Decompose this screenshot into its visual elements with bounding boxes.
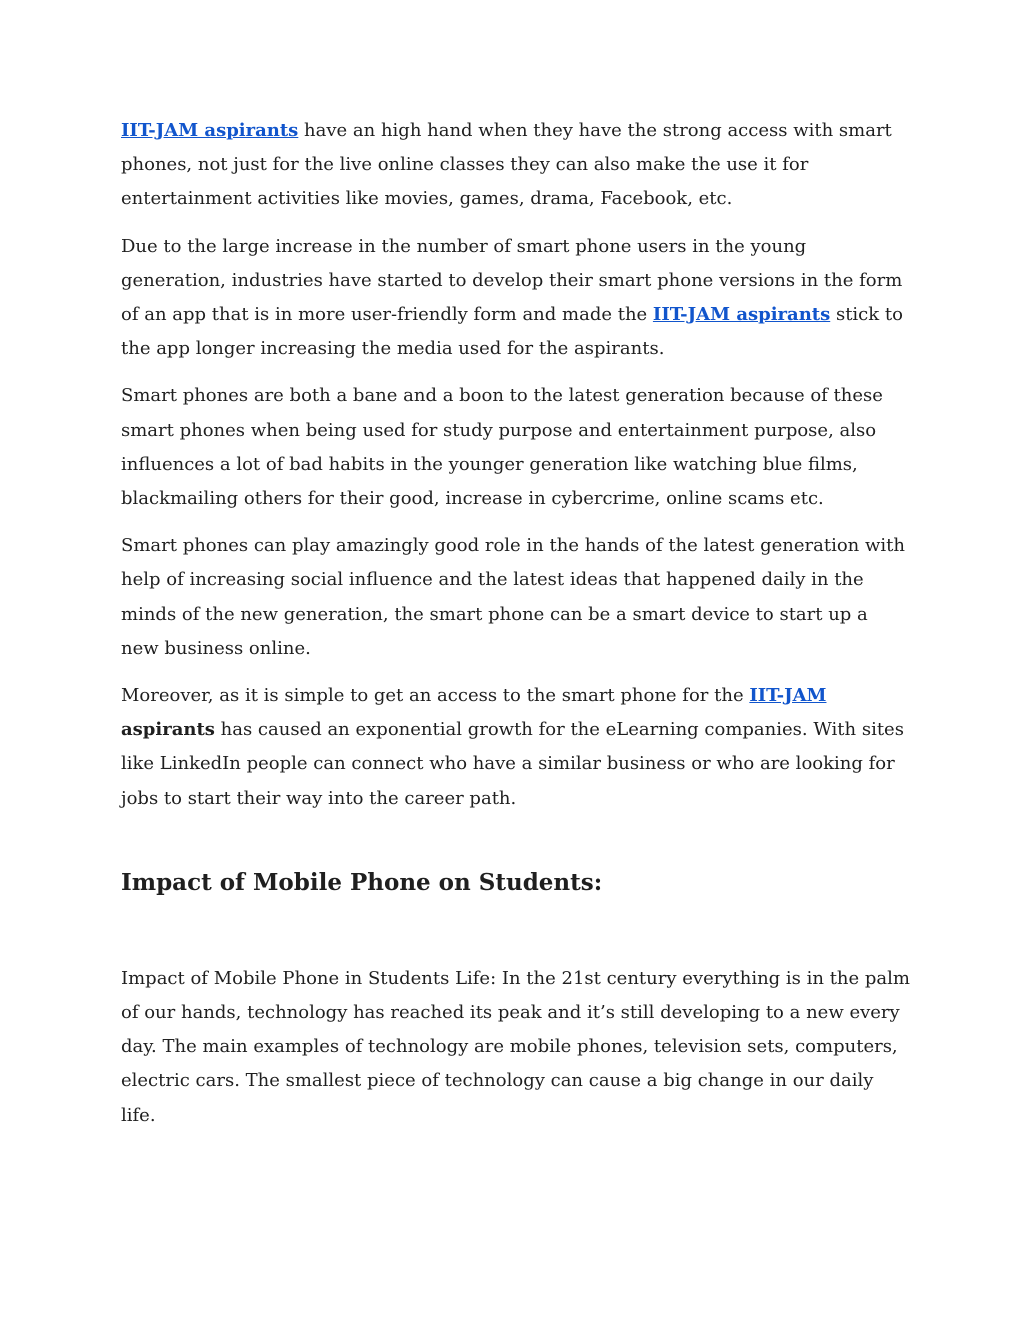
paragraph-1-text: have an high hand when they have the strong access with smart phones, not just for the live online classes they can also make the use it for entertainment activities like movies, games, drama, Facebook, etc.: [121, 120, 892, 210]
paragraph-5: [121, 679, 911, 816]
paragraph-2-text-after: stick to the app longer increasing the media used for the aspirants.: [121, 304, 903, 360]
aspirants-bold: aspirants: [121, 719, 215, 741]
iit-jam-link[interactable]: IIT-JAM: [749, 685, 827, 707]
paragraph-2: [121, 230, 911, 367]
paragraph-6: Impact of Mobile Phone in Students Life: In the 21st century everything is in the palm of our hands, technology has reached its peak and it’s still developing to a new every day. The main examples of technology are mobile phones, television sets, computers, electric cars. The smallest piece of technology can cause a big change in our daily life.: [121, 967, 910, 1126]
paragraph-5-text-after: has caused an exponential growth for the eLearning companies. With sites like LinkedIn people can connect who have a similar business or who are looking for jobs to start their way into the career path.: [121, 719, 904, 809]
article-body: [121, 114, 911, 1146]
paragraph-1: [121, 114, 911, 217]
paragraph-3: Smart phones are both a bane and a boon to the latest generation because of these smart phones when being used for study purpose and entertainment purpose, also influences a lot of bad habits in the younger generation like watching blue films, blackmailing others for their good, increase in cybercrime, online scams etc.: [121, 385, 883, 510]
section-heading: Impact of Mobile Phone on Students:: [121, 868, 603, 896]
paragraph-2-text-before: Due to the large increase in the number of smart phone users in the young generation, industries have started to develop their smart phone versions in the form of an app that is in more user-friendly form and made the: [121, 235, 903, 326]
iit-jam-aspirants-link[interactable]: IIT-JAM aspirants: [121, 120, 299, 141]
iit-jam-aspirants-link[interactable]: IIT-JAM aspirants: [652, 304, 831, 326]
paragraph-5-text-before: Moreover, as it is simple to get an access to the smart phone for the: [121, 685, 750, 707]
paragraph-4: Smart phones can play amazingly good role in the hands of the latest generation with help of increasing social influence and the latest ideas that happened daily in the minds of the new generation, the smart phone can be a smart device to start up a new business online.: [121, 535, 905, 659]
